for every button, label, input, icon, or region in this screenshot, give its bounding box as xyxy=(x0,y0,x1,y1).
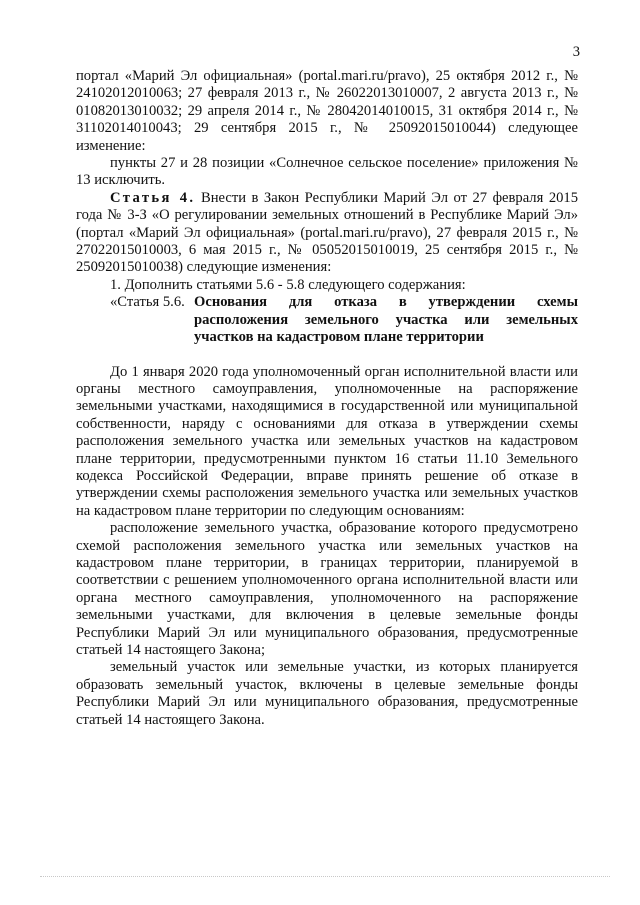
paragraph-grounds-intro: До 1 января 2020 года уполномоченный орган исполнительной власти или органы местного самоуправления, уполномоченные на распоряжение земельными участками, находящимися в государственной или муниципальной собственности, наряду с основаниями для отказа в утверждении схемы расположения земельного участка или земельных участков на кадастровом плане территории, предусмотренными пунктом 16 статьи 11.10 Земельного кодекса Российской Федерации, вправе принять решение об отказе в утверждении схемы расположения земельного участка или земельных участков на кадастровом плане территории по следующим основаниям: xyxy=(76,363,578,519)
paragraph-add-articles: 1. Дополнить статьями 5.6 - 5.8 следующего содержания: xyxy=(110,276,466,293)
article-5-6-heading xyxy=(76,294,578,346)
page-bottom-border xyxy=(40,876,610,877)
paragraph-ground-1: расположение земельного участка, образование которого предусмотрено схемой расположения земельного участка или земельных участков на кадастровом плане территории, в границах территории, планируемой в соответствии с решением уполномоченного органа исполнительной власти или органа местного самоуправления, уполномоченного на распоряжение земельными участками, для включения в целевые земельные фонды Республики Марий Эл или муниципального образования, предусмотренные статьей 14 настоящего Закона; xyxy=(76,520,578,658)
paragraph-article-4 xyxy=(76,190,578,277)
document-body xyxy=(76,68,578,729)
article-4-label: Статья 4. xyxy=(110,189,196,206)
article-5-6-label: «Статья 5.6. xyxy=(110,294,185,311)
paragraph-amendment-sources: портал «Марий Эл официальная» (portal.mari.ru/pravo), 25 октября 2012 г., № 24102012010063; 27 февраля 2013 г., № 26022013010007, 2 августа 2013 г., № 01082013010032; 29 апреля 2014 г., № 28042014010015, 31 октября 2014 г., № 31102014010043; 29 сентября 2015 г., № 25092015010044) следующее изменение: xyxy=(76,68,578,154)
paragraph-item-exclusion: пункты 27 и 28 позиции «Солнечное сельское поселение» приложения № 13 исключить. xyxy=(76,155,578,189)
paragraph-ground-2: земельный участок или земельные участки, из которых планируется образовать земельный участок, включены в целевые земельные фонды Республики Марий Эл или муниципального образования, предусмотренные статьей 14 настоящего Закона. xyxy=(76,659,578,728)
article-4-text: Внести в Закон Республики Марий Эл от 27 февраля 2015 года № 3-З «О регулировании земельных отношений в Республике Марий Эл» (портал «Марий Эл официальная» (portal.mari.ru/pravo), 27 февраля 2015 г., № 27022015010003, 6 мая 2015 г., № 05052015010019, 25 сентября 2015 г., № 25092015010038) следующие изменения: xyxy=(76,189,579,276)
page-number: 3 xyxy=(572,44,580,60)
article-5-6-title: Основания для отказа в утверждении схемы расположения земельного участка или земельных участков на кадастровом плане территории xyxy=(194,294,578,346)
